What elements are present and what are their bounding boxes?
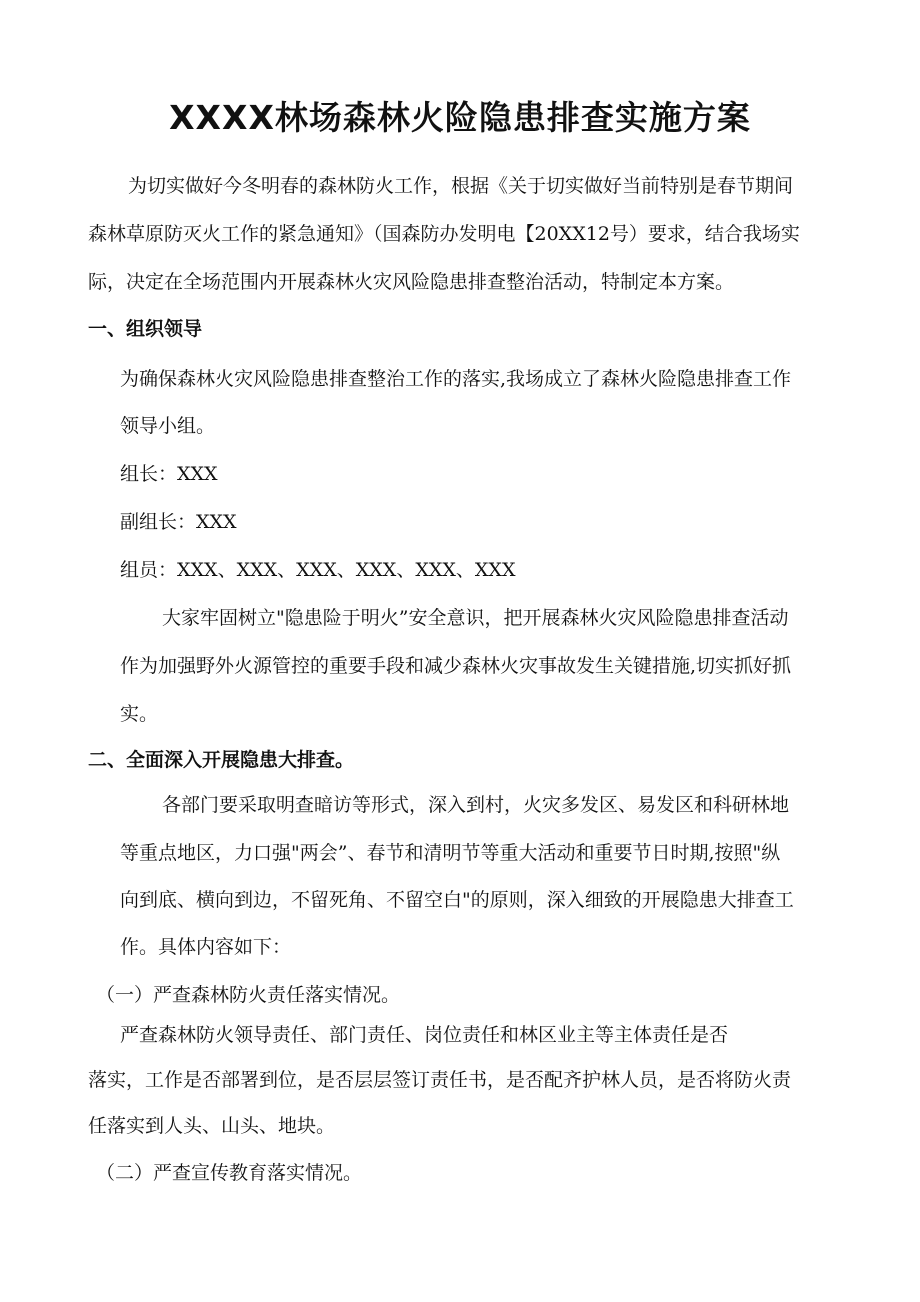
subsection-2-heading: （二）严查宣传教育落实情况。 — [96, 1162, 363, 1184]
subsection-1-para-line-1: 严查森林防火领导责任、部门责任、岗位责任和林区业主等主体责任是否 — [120, 1024, 729, 1046]
group-members: 组员：XXX、XXX、XXX、XXX、XXX、XXX — [120, 559, 516, 581]
section-2-para-line-3: 向到底、横向到边，不留死角、不留空白"的原则，深入细致的开展隐患大排查工 — [120, 889, 794, 911]
group-leader: 组长：XXX — [120, 463, 218, 485]
section-1-para2-line-3: 实。 — [120, 703, 159, 725]
subsection-1-heading: （一）严查森林防火责任落实情况。 — [96, 984, 401, 1006]
section-2-para-line-2: 等重点地区，力口强"两会”、春节和清明节等重大活动和重要节日时期,按照"纵 — [120, 842, 781, 864]
section-1-heading: 一、组织领导 — [88, 318, 203, 340]
subsection-1-para-line-2: 落实，工作是否部署到位，是否层层签订责任书，是否配齐护林人员，是否将防火责 — [88, 1069, 792, 1091]
section-2-para-line-4: 作。具体内容如下： — [120, 936, 292, 958]
deputy-leader: 副组长：XXX — [120, 511, 237, 533]
section-1-para2-line-2: 作为加强野外火源管控的重要手段和减少森林火灾事故发生关键措施,切实抓好抓 — [120, 655, 792, 677]
section-2-para-line-1: 各部门要采取明查暗访等形式，深入到村，火灾多发区、易发区和科研林地 — [162, 794, 790, 816]
intro-line-2: 森林草原防灭火工作的紧急通知》（国森防办发明电【20XX12号）要求，结合我场实 — [88, 223, 800, 245]
section-1-para-line-1: 为确保森林火灾风险隐患排查整治工作的落实,我场成立了森林火险隐患排查工作 — [120, 368, 792, 390]
intro-line-1: 为切实做好今冬明春的森林防火工作，根据《关于切实做好当前特别是春节期间 — [128, 175, 794, 197]
section-2-heading: 二、全面深入开展隐患大排查。 — [88, 749, 355, 771]
intro-line-3: 际，决定在全场范围内开展森林火灾风险隐患排查整治活动，特制定本方案。 — [88, 271, 735, 293]
subsection-1-para-line-3: 任落实到人头、山头、地块。 — [88, 1115, 336, 1137]
section-1-para2-line-1: 大家牢固树立"隐患险于明火”安全意识，把开展森林火灾风险隐患排查活动 — [162, 607, 789, 629]
document-title: XXXX林场森林火险隐患排查实施方案 — [169, 98, 751, 137]
section-1-para-line-2: 领导小组。 — [120, 415, 216, 437]
